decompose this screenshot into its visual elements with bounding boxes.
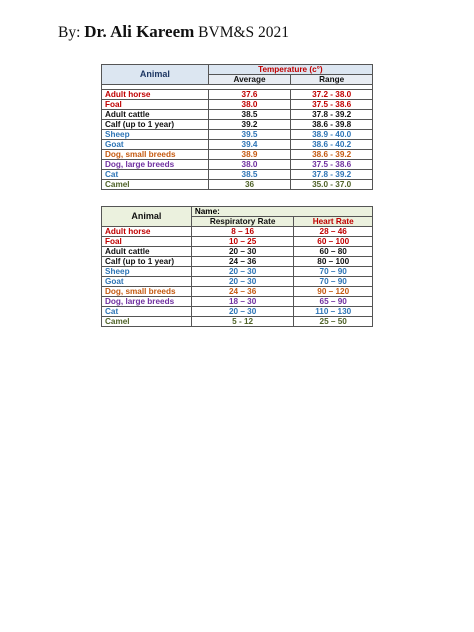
vital-heart-cell: 90 – 120 — [294, 287, 373, 297]
vital-animal-cell: Calf (up to 1 year) — [102, 257, 192, 267]
temp-animal-cell: Goat — [102, 140, 209, 150]
temp-average-cell: 39.5 — [208, 130, 291, 140]
temp-range-cell: 38.9 - 40.0 — [291, 130, 373, 140]
temp-range-cell: 37.2 - 38.0 — [291, 90, 373, 100]
vital-heart-cell: 70 – 90 — [294, 267, 373, 277]
vital-animal-cell: Goat — [102, 277, 192, 287]
temp-animal-cell: Adult cattle — [102, 110, 209, 120]
average-header: Average — [208, 75, 291, 85]
vital-animal-cell: Sheep — [102, 267, 192, 277]
vital-heart-cell: 25 – 50 — [294, 317, 373, 327]
temp-animal-cell: Foal — [102, 100, 209, 110]
table-row — [102, 120, 373, 130]
table-row — [102, 307, 373, 317]
vital-resp-cell: 10 – 25 — [191, 237, 294, 247]
vital-resp-cell: 18 – 30 — [191, 297, 294, 307]
temp-average-cell: 39.2 — [208, 120, 291, 130]
table-row — [102, 287, 373, 297]
vital-resp-cell: 20 – 30 — [191, 307, 294, 317]
table-row — [102, 170, 373, 180]
table-row — [102, 100, 373, 110]
table-row — [102, 140, 373, 150]
name-label: Name: — [191, 207, 372, 217]
temp-average-cell: 38.0 — [208, 100, 291, 110]
table-row — [102, 150, 373, 160]
temp-animal-cell: Dog, small breeds — [102, 150, 209, 160]
table-row — [102, 247, 373, 257]
vital-resp-cell: 24 – 36 — [191, 257, 294, 267]
table-row — [102, 180, 373, 190]
vital-resp-cell: 20 – 30 — [191, 247, 294, 257]
table-row — [102, 277, 373, 287]
heart-rate-header: Heart Rate — [294, 217, 373, 227]
vital-animal-cell: Foal — [102, 237, 192, 247]
temp-animal-header: Animal — [102, 65, 209, 85]
temp-average-cell: 38.5 — [208, 170, 291, 180]
temp-animal-cell: Camel — [102, 180, 209, 190]
temp-average-cell: 38.0 — [208, 160, 291, 170]
table-row — [102, 297, 373, 307]
vital-heart-cell: 70 – 90 — [294, 277, 373, 287]
vital-heart-cell: 110 – 130 — [294, 307, 373, 317]
temperature-table — [101, 64, 373, 190]
table-row — [102, 160, 373, 170]
temperature-rows — [102, 90, 373, 190]
temp-range-cell: 37.8 - 39.2 — [291, 110, 373, 120]
vital-animal-cell: Dog, large breeds — [102, 297, 192, 307]
vital-heart-cell: 28 – 46 — [294, 227, 373, 237]
table-row — [102, 237, 373, 247]
temp-range-cell: 35.0 - 37.0 — [291, 180, 373, 190]
vital-resp-cell: 20 – 30 — [191, 267, 294, 277]
temp-animal-cell: Adult horse — [102, 90, 209, 100]
vital-heart-cell: 60 – 100 — [294, 237, 373, 247]
vital-rows — [102, 227, 373, 327]
vital-animal-cell: Cat — [102, 307, 192, 317]
vital-animal-cell: Adult horse — [102, 227, 192, 237]
table-row — [102, 267, 373, 277]
temp-average-cell: 38.5 — [208, 110, 291, 120]
temp-average-cell: 39.4 — [208, 140, 291, 150]
table-row — [102, 317, 373, 327]
table-row — [102, 130, 373, 140]
vital-resp-cell: 24 – 36 — [191, 287, 294, 297]
range-header: Range — [291, 75, 373, 85]
temp-average-cell: 36 — [208, 180, 291, 190]
vital-animal-cell: Dog, small breeds — [102, 287, 192, 297]
temp-animal-cell: Calf (up to 1 year) — [102, 120, 209, 130]
vital-resp-cell: 8 – 16 — [191, 227, 294, 237]
temp-range-cell: 38.6 - 39.2 — [291, 150, 373, 160]
vital-resp-cell: 20 – 30 — [191, 277, 294, 287]
vital-animal-cell: Adult cattle — [102, 247, 192, 257]
table-row — [102, 90, 373, 100]
temp-range-cell: 37.5 - 38.6 — [291, 100, 373, 110]
temp-range-cell: 37.5 - 38.6 — [291, 160, 373, 170]
temp-range-cell: 38.6 - 39.8 — [291, 120, 373, 130]
byline-suffix: BVM&S 2021 — [198, 24, 290, 41]
table-row — [102, 227, 373, 237]
vital-heart-cell: 65 – 90 — [294, 297, 373, 307]
vital-resp-cell: 5 - 12 — [191, 317, 294, 327]
byline — [58, 22, 289, 42]
vital-animal-header: Animal — [102, 207, 192, 227]
author-name: Dr. Ali Kareem — [84, 22, 195, 41]
temp-animal-cell: Cat — [102, 170, 209, 180]
vital-heart-cell: 60 – 80 — [294, 247, 373, 257]
byline-prefix: By: — [58, 24, 81, 41]
table-row — [102, 257, 373, 267]
temp-range-cell: 37.8 - 39.2 — [291, 170, 373, 180]
temp-animal-cell: Dog, large breeds — [102, 160, 209, 170]
vital-heart-cell: 80 – 100 — [294, 257, 373, 267]
vital-animal-cell: Camel — [102, 317, 192, 327]
temp-range-cell: 38.6 - 40.2 — [291, 140, 373, 150]
temperature-group-header: Temperature (c°) — [208, 65, 372, 75]
respiratory-rate-header: Respiratory Rate — [191, 217, 294, 227]
table-row — [102, 110, 373, 120]
temp-average-cell: 38.9 — [208, 150, 291, 160]
temp-average-cell: 37.6 — [208, 90, 291, 100]
vital-signs-table — [101, 206, 373, 327]
temp-animal-cell: Sheep — [102, 130, 209, 140]
